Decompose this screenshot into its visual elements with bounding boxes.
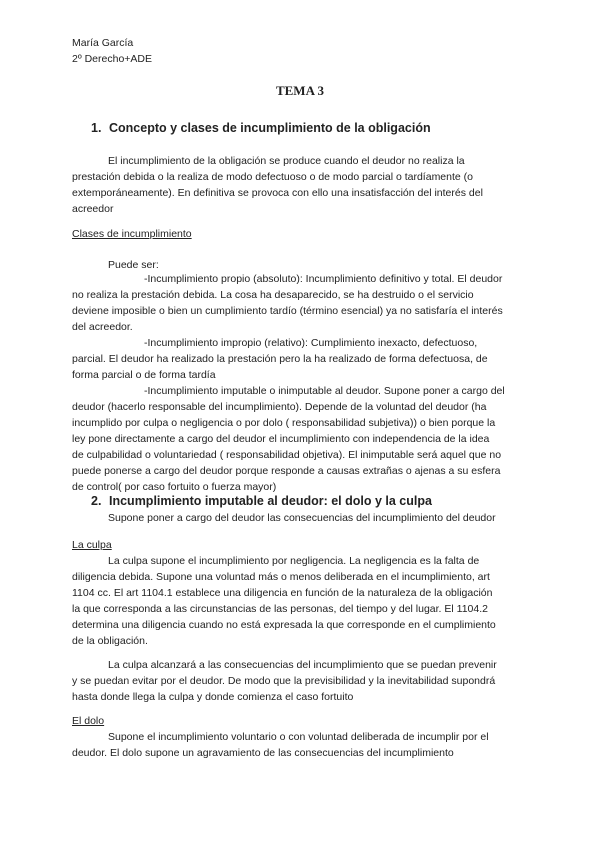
paragraph-line: Supone el incumplimiento voluntario o con voluntad deliberada de incumplir por el <box>108 731 489 743</box>
paragraph-line: -Incumplimiento propio (absoluto): Incumplimiento definitivo y total. El deudor <box>144 273 503 285</box>
paragraph-line: no realiza la prestación debida. La cosa ha desaparecido, se ha destruido o el servicio <box>72 289 474 301</box>
section-2-number: 2. <box>91 494 102 508</box>
paragraph-line: 1104 cc. El art 1104.1 establece una diligencia en función de la naturaleza de la obligación <box>72 587 493 599</box>
section-1-title: Concepto y clases de incumplimiento de la obligación <box>109 121 431 135</box>
section-1-number: 1. <box>91 121 102 135</box>
paragraph-line: El incumplimiento de la obligación se produce cuando el deudor no realiza la <box>108 155 465 167</box>
clase-imputable <box>72 383 528 495</box>
paragraph-line: acreedor <box>72 203 114 215</box>
author-name: María García <box>72 37 134 49</box>
paragraph-line: forma parcial o de forma tardía <box>72 369 216 381</box>
paragraph-line: deviene imposible o bien un cumplimiento tardío (término esencial) ya no satisfaría el interés <box>72 305 503 317</box>
author-block <box>72 35 152 67</box>
paragraph-line: ley pone directamente a cargo del deudor el incumplimiento con independencia de la idea <box>72 433 490 445</box>
paragraph-line: parcial. El deudor ha realizado la prestación pero la ha realizado de forma defectuosa, de <box>72 353 488 365</box>
paragraph-line: la que corresponda a las circunstancias de las personas, del tiempo y del lugar. El 1104.2 <box>72 603 488 615</box>
paragraph-line: de culpabilidad o voluntariedad ( responsabilidad objetiva). El inimputable será aquel que no <box>72 449 502 461</box>
page-title: TEMA 3 <box>275 83 325 98</box>
subheading-clases: Clases de incumplimiento <box>72 228 192 240</box>
paragraph-line: del acreedor. <box>72 321 133 333</box>
paragraph-line: deudor (hacerlo responsable del incumplimiento). Depende de la voluntad del deudor (ha <box>72 401 487 413</box>
section-1-intro <box>72 153 528 217</box>
paragraph-line: hasta donde llega la culpa y donde comienza el caso fortuito <box>72 691 354 703</box>
paragraph-line: deudor. El dolo supone un agravamiento de las consecuencias del incumplimiento <box>72 747 454 759</box>
clase-impropio <box>72 335 528 383</box>
paragraph-line: prestación debida o la realiza de modo defectuoso o de modo parcial o tardíamente (o <box>72 171 473 183</box>
section-2-intro: Supone poner a cargo del deudor las consecuencias del incumplimiento del deudor <box>108 512 496 524</box>
paragraph-line: incumplido por culpa o negligencia o por dolo ( responsabilidad subjetiva)) o bien porque la <box>72 417 496 429</box>
paragraph-line: extemporáneamente). En definitiva se provoca con ello una insatisfacción del interés del <box>72 187 483 199</box>
paragraph-line: puede ponerse a cargo del deudor porque responde a causas extrañas o ajenas a su esfera <box>72 465 501 477</box>
section-2-title: Incumplimiento imputable al deudor: el dolo y la culpa <box>109 494 432 508</box>
paragraph-line: -Incumplimiento imputable o inimputable al deudor. Supone poner a cargo del <box>144 385 505 397</box>
subheading-dolo: El dolo <box>72 715 105 727</box>
puede-ser-label: Puede ser: <box>108 259 159 271</box>
author-course: 2º Derecho+ADE <box>72 53 153 65</box>
paragraph-line: La culpa supone el incumplimiento por negligencia. La negligencia es la falta de <box>108 555 480 567</box>
culpa-paragraph-2 <box>72 657 528 705</box>
paragraph-line: de la obligación. <box>72 635 148 647</box>
paragraph-line: La culpa alcanzará a las consecuencias del incumplimiento que se puedan prevenir <box>108 659 497 671</box>
paragraph-line: y se puedan evitar por el deudor. De modo que la previsibilidad y la inevitabilidad supondrá <box>72 675 496 687</box>
culpa-paragraph-1 <box>72 553 528 649</box>
paragraph-line: -Incumplimiento impropio (relativo): Cumplimiento inexacto, defectuoso, <box>144 337 478 349</box>
clase-propio <box>72 271 528 335</box>
paragraph-line: de control( por caso fortuito o fuerza mayor) <box>72 481 277 493</box>
paragraph-line: diligencia debida. Supone una voluntad más o menos deliberada en el incumplimiento, art <box>72 571 490 583</box>
subheading-culpa: La culpa <box>72 539 112 551</box>
dolo-paragraph <box>72 729 528 761</box>
paragraph-line: determina una diligencia cuando no está expresada la que corresponde en el cumplimiento <box>72 619 496 631</box>
section-2-heading <box>91 494 432 508</box>
section-1-heading <box>91 121 431 135</box>
